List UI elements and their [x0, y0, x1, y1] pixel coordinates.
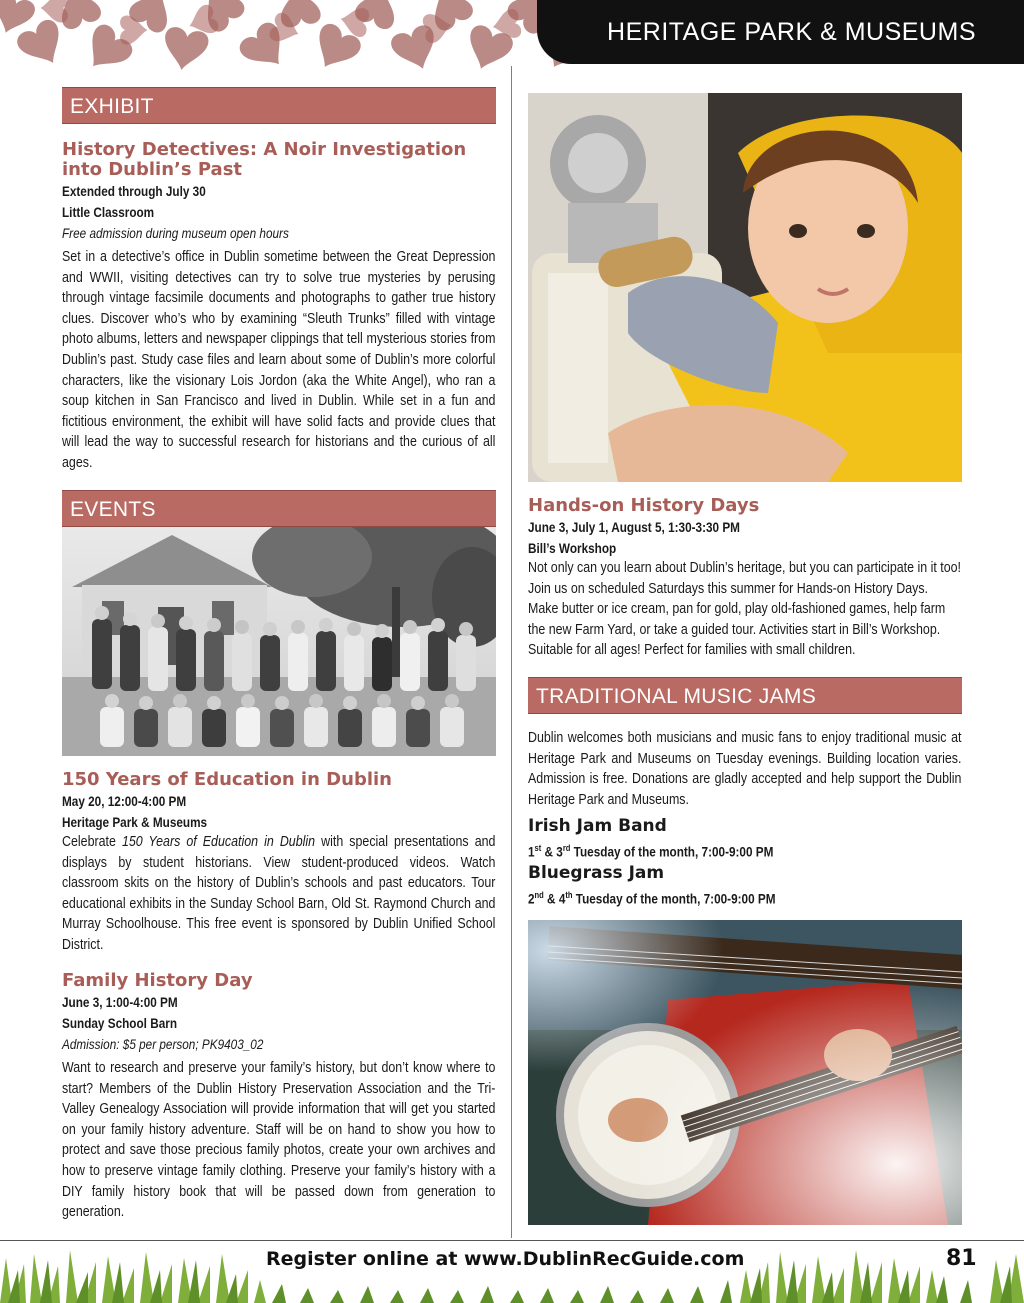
hands-on-title: Hands-on History Days: [528, 495, 760, 516]
events-section-label: EVENTS: [70, 498, 156, 521]
section-header-title: HERITAGE PARK & MUSEUMS: [607, 17, 976, 46]
exhibit-description: Set in a detective’s office in Dublin sometime between the Great Depression and WWII, visiting detectives can try to solve true mysteries by perusing through vintage facsimile documents and photographs to gather true history clues. Discover who’s who by examining “Sleuth Trunks” filled with vintage photo albums, letters and newspaper clippings that tell mysterious stories from Dublin’s past. Study case files and learn about some of Dublin’s more colorful characters, like the visionary Lois Jordon (aka the White Angel), who ran a soup kitchen in San Francisco and lived in Dublin. While set in a fun and fictitious environment, the exhibit will have solid facts and provide clues that will lead the way to successful research for historians and the curious of all ages.: [62, 249, 496, 471]
section-header-tab: [537, 0, 1024, 64]
hands-on-dates: June 3, July 1, August 5, 1:30-3:30 PM: [528, 519, 740, 535]
register-online-text: Register online at www.DublinRecGuide.com: [266, 1248, 745, 1270]
education-desc-rest: with special presentations and displays by student historians. View student-produced videos. Watch classroom skits on the history of Dublin’s schools and past educators. Tour educational exhibits in the Sunday School Barn, Old St. Raymond Church and Murray Schoolhouse. This free event is sponsored by Dublin Unified School District.: [62, 834, 496, 953]
education-event-description: [62, 832, 495, 956]
music-description: Dublin welcomes both musicians and music fans to enjoy traditional music at Heritage Park and Museums on Tuesday evenings. Building location varies. Admission is free. Donations are gladly accepted and help support the Dublin Heritage Park and Museums.: [528, 730, 962, 808]
irish-jam-title: Irish Jam Band: [528, 816, 667, 836]
hands-on-description: Not only can you learn about Dublin’s heritage, but you can participate in it too! Join us on scheduled Saturdays this summer for Hands-on History Days. Make butter or ice cream, pan for gold, play old-fashioned games, help farm the new Farm Yard, or take a guided tour. Activities start in Bill’s Workshop. Suitable for all ages! Perfect for families with small children.: [528, 560, 962, 659]
music-section-bar: [528, 677, 962, 714]
decorative-hearts-banner: [0, 0, 600, 70]
column-divider: [511, 66, 512, 1238]
irish-jam-schedule: 1st & 3rd Tuesday of the month, 7:00-9:00 PM: [528, 843, 774, 860]
bluegrass-jam-schedule: 2nd & 4th Tuesday of the month, 7:00-9:00 PM: [528, 890, 776, 907]
education-desc-italic: 150 Years of Education in Dublin: [121, 834, 316, 850]
bluegrass-jam-title: Bluegrass Jam: [528, 863, 665, 883]
exhibit-title-line2: into Dublin’s Past: [62, 159, 243, 180]
musicians-banjo-guitar-photo: [528, 920, 962, 1225]
child-churning-butter-photo: [528, 93, 962, 482]
vintage-school-class-photo: [62, 527, 496, 756]
hands-on-location: Bill’s Workshop: [528, 540, 617, 556]
family-event-admission: Admission: $5 per person; PK9403_02: [62, 1036, 264, 1052]
family-event-location: Sunday School Barn: [62, 1015, 178, 1031]
education-event-title: 150 Years of Education in Dublin: [62, 769, 392, 790]
exhibit-admission: Free admission during museum open hours: [62, 225, 289, 241]
exhibit-title-line1: History Detectives: A Noir Investigation: [62, 139, 467, 160]
exhibit-location: Little Classroom: [62, 204, 155, 220]
family-event-description: Want to research and preserve your family’s history, but don’t know where to start? Members of the Dublin History Preservation Association and the Tri-Valley Genealogy Association will provide information that will get you started on your family history adventure. Staff will be on hand to show you how to protect and save those precious family photos, create your own archives and how to preserve vintage family clothing. Preserve your family’s history with a DIY family history book that will be passed down from generation to generation.: [62, 1060, 496, 1221]
footer-rule: [0, 1240, 1024, 1241]
education-desc-prefix: Celebrate: [62, 834, 122, 850]
education-event-location: Heritage Park & Museums: [62, 814, 208, 830]
music-section-label: TRADITIONAL MUSIC JAMS: [536, 685, 817, 708]
education-event-date: May 20, 12:00-4:00 PM: [62, 793, 187, 809]
family-event-date: June 3, 1:00-4:00 PM: [62, 994, 178, 1010]
exhibit-section-bar: [62, 87, 496, 124]
family-event-title: Family History Day: [62, 970, 253, 991]
exhibit-dates: Extended through July 30: [62, 183, 206, 199]
exhibit-section-label: EXHIBIT: [70, 95, 154, 118]
events-section-bar: [62, 490, 496, 527]
page-number: 81: [946, 1246, 977, 1271]
